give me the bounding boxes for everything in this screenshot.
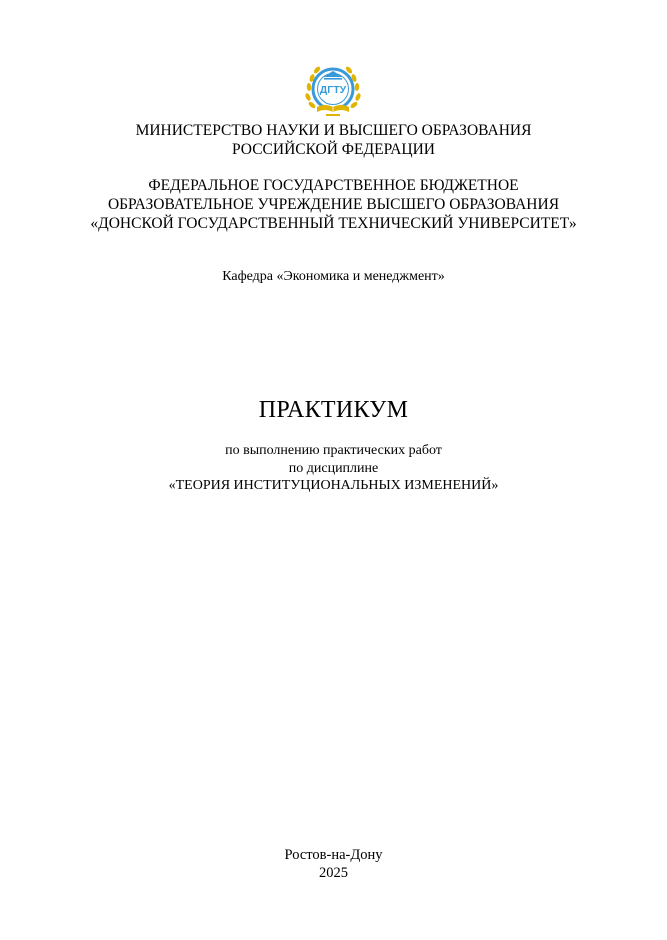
university-line-1: ФЕДЕРАЛЬНОЕ ГОСУДАРСТВЕННОЕ БЮДЖЕТНОЕ [148, 177, 519, 194]
ministry-line-2: РОССИЙСКОЙ ФЕДЕРАЦИИ [232, 141, 435, 158]
university-line-3: «ДОНСКОЙ ГОСУДАРСТВЕННЫЙ ТЕХНИЧЕСКИЙ УНИВЕРСИТЕТ» [90, 215, 577, 232]
document-subtitle [0, 442, 667, 495]
department-name: Кафедра «Экономика и менеджмент» [222, 269, 445, 284]
subtitle-line-3: «ТЕОРИЯ ИНСТИТУЦИОНАЛЬНЫХ ИЗМЕНЕНИЙ» [168, 478, 499, 493]
city: Ростов-на-Дону [284, 847, 383, 863]
subtitle-line-1: по выполнению практических работ [225, 443, 442, 458]
ministry-line-1: МИНИСТЕРСТВО НАУКИ И ВЫСШЕГО ОБРАЗОВАНИЯ [135, 122, 532, 139]
university-name [0, 176, 667, 233]
subtitle-line-2: по дисциплине [288, 460, 379, 476]
logo-text: ДГТУ [319, 84, 347, 96]
university-line-2: ОБРАЗОВАТЕЛЬНОЕ УЧРЕЖДЕНИЕ ВЫСШЕГО ОБРАЗОВАНИЯ [107, 196, 560, 213]
ministry-header [0, 121, 667, 159]
document-title: ПРАКТИКУМ [258, 397, 409, 423]
university-logo-icon [300, 57, 366, 123]
year: 2025 [319, 865, 348, 881]
publication-place [0, 846, 667, 882]
university-logo [300, 57, 366, 123]
